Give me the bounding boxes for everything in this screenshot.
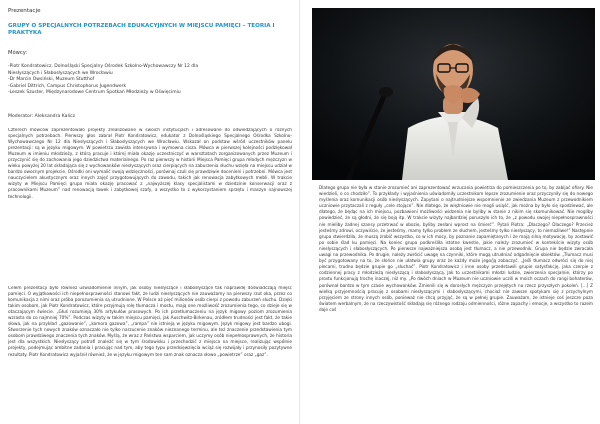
section-label: Prezentacje: [8, 8, 41, 14]
article-title: GRUPY O SPECJALNYCH POTRZEBACH EDUKACYJNYCH W MIEJSCU PAMIĘCI – TEORIA I PRAKTYKA: [8, 23, 275, 37]
list-item: Niesłyszących i Słabosłyszących we Wrocławiu: [8, 70, 113, 76]
body-paragraph-2: Celem prezentacji było również uświadomienie innym, jak osoby niesłyszące i słabosłyszące tak naprawdę doświadczają miejsc pamięci. O wyjątkowości ich niepełnosprawności stanowi fakt, że ludzi niesłyszących nie zauważamy na pierwszy rzut oka, przez co komunikacja z nimi oraz próba porozumienia są utrudnione. W Polsce aż pięć milionów osób cierpi z powodu zaburzeń słuchu. Dzięki takim osobom, jak Piotr Kondratowicz, które przyjmują rolę tłumacza i mostu, mają one możliwość zrozumienia tego, co dzieje się w otaczającym świecie. „Głuś rozumieją 30% artykułów prasowych. Po ich przetłumaczeniu na język migowy poziom zrozumienia wzrasta do co najmniej 70%”. Podczas wizyty w takim miejscu pamięci, jak Auschwitz-Birkenau, zródłem trudności jest fakt, że takie słowa, jak na przykład „gazowanie”, „komora gazowa”, „rampa” nie istnieją w języku migowym. Język migowy jest bardzo ubogi. Stworzenie tych nowych znaków oznaczało nie tylko narzucenie znaków nieznanego terminu, ale też znaczenie przedstawienia tym osobom prawdziwego znaczenia tych znaków. Myślą, że wraz z Państwa wsparciem, jak uczymy osób niepełnosprawnych, że historia jest dla wszystkich. Niesłyszący potrafi znaleźć się w tym środowisku i przechodzić z miejsca na miejsce, realizując wspólnie projekty, podejmując ambitne zadania i pracując nad tym, aby tego typu przedsięwzięcia wciąż się rozwijały i przynosiły pozytywne rezultaty. Piotr Kondratowicz wyjaśnił również, że w języku migowym ten sam znak oznacza słowo „powietrze” oraz „gaz”.: [8, 286, 292, 358]
moderator-line: Moderator: Aleksandra Kaliсz: [8, 114, 75, 119]
list-item: -Dr Marcin Owsiński, Muzeum Stutthof: [8, 77, 95, 82]
list-item: -Piotr Kondratowicz, Dolnośląski Specjalny Ośrodek Szkolno-Wychowawczy Nr 12 dla: [8, 64, 199, 69]
speakers-label: Mówcy:: [8, 50, 28, 56]
body-paragraph-1: Czterech mówców zaprezentowało projekty zrealizowane w swoich instytucjach i adresowane do odwiedzających o różnych specjalnych potrzebach. Pierwszy głos zabrał Piotr Kondratowicz, edukator z Dolnośląskiego Specjalnego Ośrodka Szkolno-Wychowawczego Nr 12 dla Niesłyszących i Słabosłyszących we Wrocławiu. Wskazał on podstaw wśród uczestników panelu prezentacji: są w języku migowym. W powietrzu zawisła intensywna i wymowna cisza. Mówca w pierwszej kolejności podziękował Muzeum w imieniu młodzieży, z którą pracuje i której miała okazję uczestniczyć w warsztatach zorganizowanych przez Muzeum i przyczynić się do zachowania jego dziedzictwa materialnego. Po raz pierwszy w historii Miejsca Pamięci grupa młodych mężczyzn w wieku powyżej 20 lat składająca się z wychowanków niesłyszących oraz cierpiących na zaburzenia słuchu wzięła na miejscu udział w bardzo owocnym projekcie. Ośrodki oni wymalić swoją wdzięczności, porównaj czuli się prawdziwie docenieni i potrzebni. Mówca jest nauczycielem akustycznym oraz innych zajęć przygotowujących do zawodu, takich jak renowacja zabytkowych mebli. W trakcie wizyty w Miejscu Pamięci grupa miała okazję pracować z „najwyższej klasy specjalistami w dziedzinie konserwacji oraz z pracownikami Muzeum” nad renowacją ławek i zabytkowej szafy, a wszystko to z wykorzystaniem sprzętu i maszyn najnowszej technologii.: [8, 128, 292, 200]
list-item: -Leszek Szuster, Międzynarodowe Centrum Spotkań Młodzieży w Oświęcimiu: [8, 90, 181, 95]
speakers-list: [8, 64, 293, 97]
speaker-photo: [312, 8, 595, 180]
right-body-text: Dlatego grupa nie była w stanie zrozumieć ani zaprezentować wrzucania powietrza do pomieszczenia po to, by zabijać ofiary. Nie wiedzieli, o co chodziło”. To przykłady i wyjaśnienia uświadomiły uczestnikom lepsze zrozumienie oraz przyczyniły się do nowego myślenia oraz komunikacji osób niesłyszących. Zapytani o najtrudniejsze wspomnienie ze zwiedzania Muzeum z przewodnikiem uczniowie przytaczali z reguły „cele stojące”. Nie dlatego, że więźniowie nie mogli usiąść, jak można by było się spodziewać, ale dlatego, że będąc na ich miejscu, pozbawieni możliwości widzenia nie byliby w stanie z nikim się skomunikować. Nie mogliby powiedzieć, że są głodni, że się boją itp. W trakcie wizyty najbardziej poruszyło ich to, że „z powodu swojej niepełnosprawności nie mieliby żadnej szansy przetrwać w obozie, byliby zesłani wprost na śmierć”. Pytali Piotra: „Dlaczego? Dlaczego? Przecież jesteśmy zdrowi, oczywiście, że jesteśmy, mamy tylko problem ze słuchem, jesteśmy tylko niesłyszący, to niemożliwe!” Następnie grupa stwierdziła, że muszą zrobić wszystko, co w ich mocy, by poznanie zapamiętanych i że mają silną motywację, by zostawić po sobie ślad ku pamięci. Na koniec grupa podkreśliła istotne kwestie, jakie należy zrozumieć w kontekście wizyty osób niesłyszących i słabosłyszących. Po pierwsze najważniejsza osobą jest tłumacz, a nie przewodnik. Grupa nie będzie zwracała uwagi na przewodnika. Po drugie, należy zwrócić uwagę na czynniki, które mogą utrudniać odgadnięcie obiektów. „Tłumacz musi być przygotowany na to, że słońce nie ułatwia grupy oraz że każdy może jego/ją zobaczyć. „Jeśli tłumacz odwróci się do niej plecami, trudno będzie grupie go „słuchać”. Piotr Kondratowicz i inne osoby przedstawili grupie satysfakcję, jaka czerpie z codziennej pracy z młodzieżą niesłyszącą i słabosłyszącą. Jak to uczestnikami młodzi ludzie, zwierzenia specjalnie, którzy po prostu funkcjonują trochę inaczej, niż my. „Po dwóch dniach w Muzeum nie uczniowie uczili w moich oczach do rangi bohaterów, porównał bardzo w tym czasie wychowanków. Zmienili się w dorosłych mężczyzn przejętych na rzecz przyszłych pokoleń. […] Z wielką przyjemnością pracuję z osobami niesłyszącymi i słabosłyszącymi, chociaż nie zawsze spotykam się z przychylnym przyjęciem ze strony innych osób, ponieważ nie chcą przyjąć, że są w pełnej grupie. Zauważam, że istnieje coś jeszcze poza światem werbalnym, że na rzeczywistość składają się różnego rodzaju odmienności, różne zapachy i emocje, a wszystko to razem daje coś: [319, 185, 593, 312]
list-item: -Gabriel Dittrich, Campus Christophorus Jugendwerk: [8, 83, 127, 89]
